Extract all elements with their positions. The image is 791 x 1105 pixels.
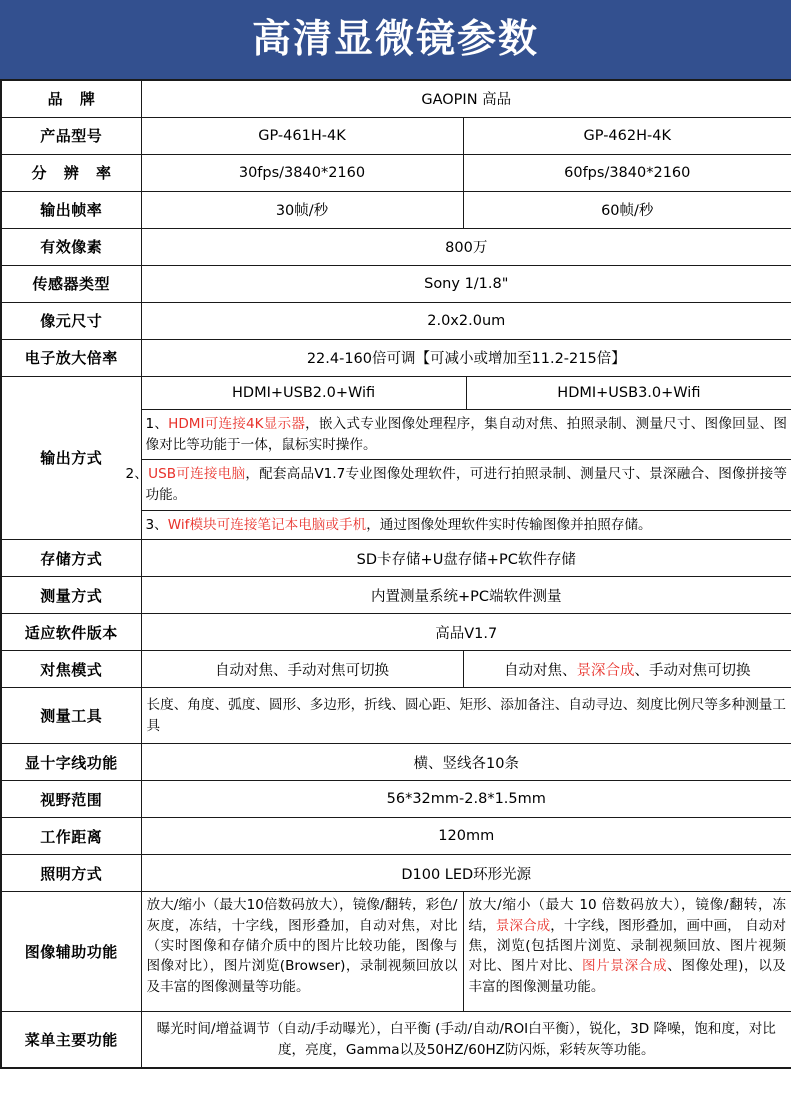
row-label-image-aux: 图像辅助功能 [1,892,141,1012]
table-row-sensor-type [1,265,791,302]
row-value-image-aux-right [463,892,791,1012]
table-row-pixel-size [1,302,791,339]
row-label-output-method: 输出方式 [1,376,141,540]
output-head-right: HDMI+USB3.0+Wifi [466,377,791,410]
row-value-effective-pixels: 800万 [141,228,791,265]
table-row-fov [1,781,791,818]
row-value-magnification: 22.4-160倍可调【可减小或增加至11.2-215倍】 [141,339,791,376]
table-row-frame-rate [1,191,791,228]
row-value-working-distance: 120mm [141,818,791,855]
page-title: 高清显微镜参数 [251,17,539,62]
row-value-menu-functions: 曝光时间/增益调节（自动/手动曝光），白平衡 (手动/自动/ROI白平衡），锐化，3D 降噪，饱和度，对比度，亮度，Gamma以及50HZ/60HZ防闪烁，彩转灰等功能。 [141,1012,791,1068]
page-title-banner [0,0,791,79]
specification-table [0,79,791,1069]
row-label-pixel-size: 像元尺寸 [1,302,141,339]
row-label-sensor-type: 传感器类型 [1,265,141,302]
table-row-crosshair [1,744,791,781]
row-label-storage-method: 存储方式 [1,540,141,577]
row-value-brand: GAOPIN 高品 [141,80,791,117]
output-method-note-2 [142,460,791,510]
image-aux-right-p2: ，十字线，图形叠加，画中画， 自动对焦，浏览(包括图片浏览、录制视频回放、图片视频对比、图片对比、 [468,917,787,975]
row-value-frame-rate-left: 30帧/秒 [141,191,463,228]
output-note3-highlight: Wif模块可连接笔记本电脑或手机 [167,516,367,533]
row-label-measure-tools: 测量工具 [1,688,141,744]
focus-mode-right-pre: 自动对焦、 [504,662,577,679]
table-row-brand [1,80,791,117]
row-label-crosshair: 显十字线功能 [1,744,141,781]
row-value-software-version: 高品V1.7 [141,614,791,651]
row-value-output-method [125,376,791,540]
output-note1-rest: ，嵌入式专业图像处理程序，集自动对焦、拍照录制、测量尺寸、图像回显、图像对比等功能于一体，鼠标实时操作。 [145,416,788,453]
table-row-output-method [1,376,791,540]
output-note2-rest: ，配套高品V1.7专业图像处理软件，可进行拍照录制、测量尺寸、景深融合、图像拼接等功能。 [145,466,788,503]
row-value-focus-mode-right [463,651,791,688]
row-value-crosshair: 横、竖线各10条 [141,744,791,781]
output-method-note-3 [142,510,791,539]
table-row-working-distance [1,818,791,855]
output-head-left: HDMI+USB2.0+Wifi [142,377,467,410]
row-label-magnification: 电子放大倍率 [1,339,141,376]
focus-mode-right-post: 、手动对焦可切换 [634,662,751,679]
table-row-model [1,117,791,154]
table-row-image-aux [1,892,791,1012]
row-value-model-right: GP-462H-4K [463,117,791,154]
image-aux-right-highlight-2: 图片景深合成 [582,958,668,975]
table-row-measure-tools [1,688,791,744]
table-row-magnification [1,339,791,376]
table-row-resolution [1,154,791,191]
row-label-measure-method: 测量方式 [1,577,141,614]
output-note2-index: 2、 [125,466,149,483]
row-label-resolution: 分 辨 率 [1,154,141,191]
table-row-measure-method [1,577,791,614]
table-row-storage-method [1,540,791,577]
row-value-resolution-right: 60fps/3840*2160 [463,154,791,191]
row-value-image-aux-left: 放大/缩小（最大10倍数码放大），镜像/翻转，彩色/灰度，冻结，十字线，图形叠加，自动对焦，对比（实时图像和存储介质中的图片比较功能，图像与图像对比），图片浏览(Browser)，录制视频回放以及丰富的图像测量等功能。 [141,892,463,1012]
row-value-measure-tools: 长度、角度、弧度、圆形、多边形，折线、圆心距、矩形、添加备注、自动寻边、刻度比例尺等多种测量工具 [141,688,791,744]
row-value-resolution-left: 30fps/3840*2160 [141,154,463,191]
row-value-sensor-type: Sony 1/1.8" [141,265,791,302]
row-value-focus-mode-left: 自动对焦、手动对焦可切换 [141,651,463,688]
output-method-heads [142,377,791,410]
row-value-model-left: GP-461H-4K [141,117,463,154]
row-value-measure-method: 内置测量系统+PC端软件测量 [141,577,791,614]
row-label-focus-mode: 对焦模式 [1,651,141,688]
row-label-frame-rate: 输出帧率 [1,191,141,228]
focus-mode-right-highlight: 景深合成 [576,662,635,679]
row-label-software-version: 适应软件版本 [1,614,141,651]
image-aux-right-p1: 放大/缩小（最大 10 倍数码放大），镜像/翻转，冻结， [468,897,787,934]
row-label-model: 产品型号 [1,117,141,154]
row-label-effective-pixels: 有效像素 [1,228,141,265]
row-label-menu-functions: 菜单主要功能 [1,1012,141,1068]
row-value-pixel-size: 2.0x2.0um [141,302,791,339]
output-note2-highlight: USB可连接电脑 [148,466,246,483]
output-note3-rest: ，通过图像处理软件实时传输图像并拍照存储。 [366,516,652,533]
image-aux-right-highlight-1: 景深合成 [495,917,551,934]
row-label-fov: 视野范围 [1,781,141,818]
image-aux-right-p3: 、图像处理)，以及丰富的图像测量功能。 [468,958,787,995]
output-method-note-1 [142,410,791,460]
row-value-storage-method: SD卡存储+U盘存储+PC软件存储 [141,540,791,577]
table-row-effective-pixels [1,228,791,265]
table-row-illumination [1,855,791,892]
table-row-menu-functions [1,1012,791,1068]
table-row-focus-mode [1,651,791,688]
output-method-subtable [125,377,791,540]
output-note3-index: 3、 [145,516,168,533]
row-value-frame-rate-right: 60帧/秒 [463,191,791,228]
row-label-illumination: 照明方式 [1,855,141,892]
row-value-fov: 56*32mm-2.8*1.5mm [141,781,791,818]
row-label-brand: 品 牌 [1,80,141,117]
output-note1-index: 1、 [145,416,169,432]
row-label-working-distance: 工作距离 [1,818,141,855]
row-value-illumination: D100 LED环形光源 [141,855,791,892]
output-note1-highlight: HDMI可连接4K显示器 [168,416,306,432]
table-row-software-version [1,614,791,651]
